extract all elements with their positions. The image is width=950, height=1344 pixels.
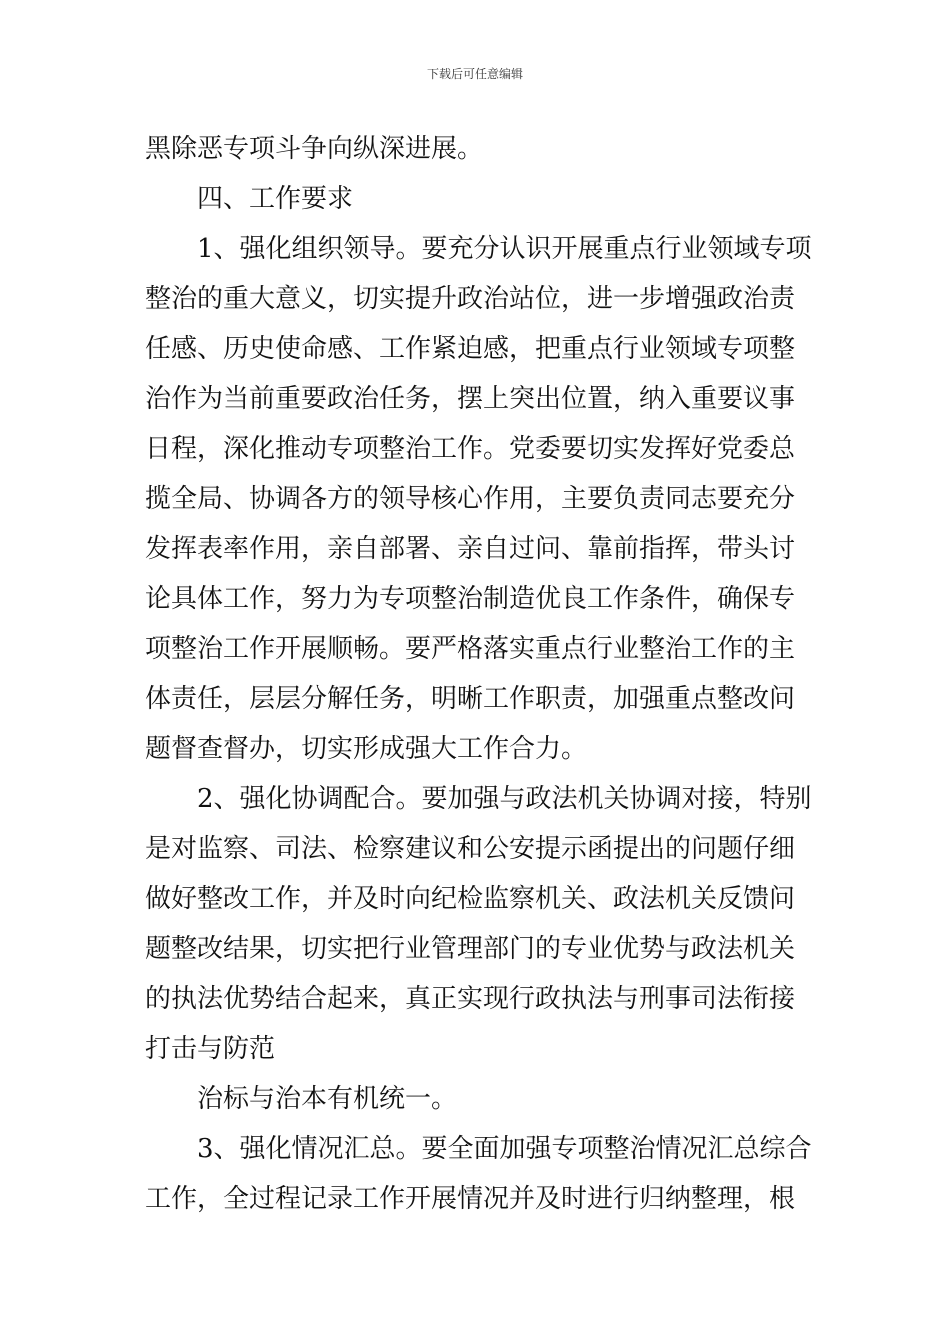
text-line: 3、强化情况汇总。要全面加强专项整治情况汇总综合 <box>197 1134 812 1164</box>
page-header: 下载后可任意编辑 <box>426 67 523 81</box>
document-body <box>145 124 810 1224</box>
text-line: 黑除恶专项斗争向纵深进展。 <box>145 134 484 164</box>
text-line: 整治的重大意义，切实提升政治站位，进一步增强政治责 <box>145 284 796 314</box>
section-heading: 四、工作要求 <box>197 184 354 214</box>
text-line: 揽全局、协调各方的领导核心作用，主要负责同志要充分 <box>145 484 796 514</box>
text-line: 的执法优势结合起来，真正实现行政执法与刑事司法衔接 <box>145 984 796 1014</box>
text-line: 项整治工作开展顺畅。要严格落实重点行业整治工作的主 <box>145 634 796 664</box>
text-line: 体责任，层层分解任务，明晰工作职责，加强重点整改问 <box>145 684 796 714</box>
text-line: 做好整改工作，并及时向纪检监察机关、政法机关反馈问 <box>145 884 796 914</box>
text-line: 日程，深化推动专项整治工作。党委要切实发挥好党委总 <box>145 434 796 464</box>
text-line: 治标与治本有机统一。 <box>197 1084 458 1114</box>
text-line: 2、强化协调配合。要加强与政法机关协调对接，特别 <box>197 784 812 814</box>
text-line: 题整改结果，切实把行业管理部门的专业优势与政法机关 <box>145 934 796 964</box>
text-line: 1、强化组织领导。要充分认识开展重点行业领域专项 <box>197 234 812 264</box>
text-line: 题督查督办，切实形成强大工作合力。 <box>145 734 588 764</box>
text-line: 发挥表率作用，亲自部署、亲自过问、靠前指挥，带头讨 <box>145 534 796 564</box>
text-line: 论具体工作，努力为专项整治制造优良工作条件，确保专 <box>145 584 796 614</box>
text-line: 任感、历史使命感、工作紧迫感，把重点行业领域专项整 <box>145 334 796 364</box>
text-line: 打击与防范 <box>145 1034 276 1064</box>
text-line: 工作，全过程记录工作开展情况并及时进行归纳整理，根 <box>145 1184 796 1214</box>
text-line: 是对监察、司法、检察建议和公安提示函提出的问题仔细 <box>145 834 796 864</box>
text-line: 治作为当前重要政治任务，摆上突出位置，纳入重要议事 <box>145 384 796 414</box>
